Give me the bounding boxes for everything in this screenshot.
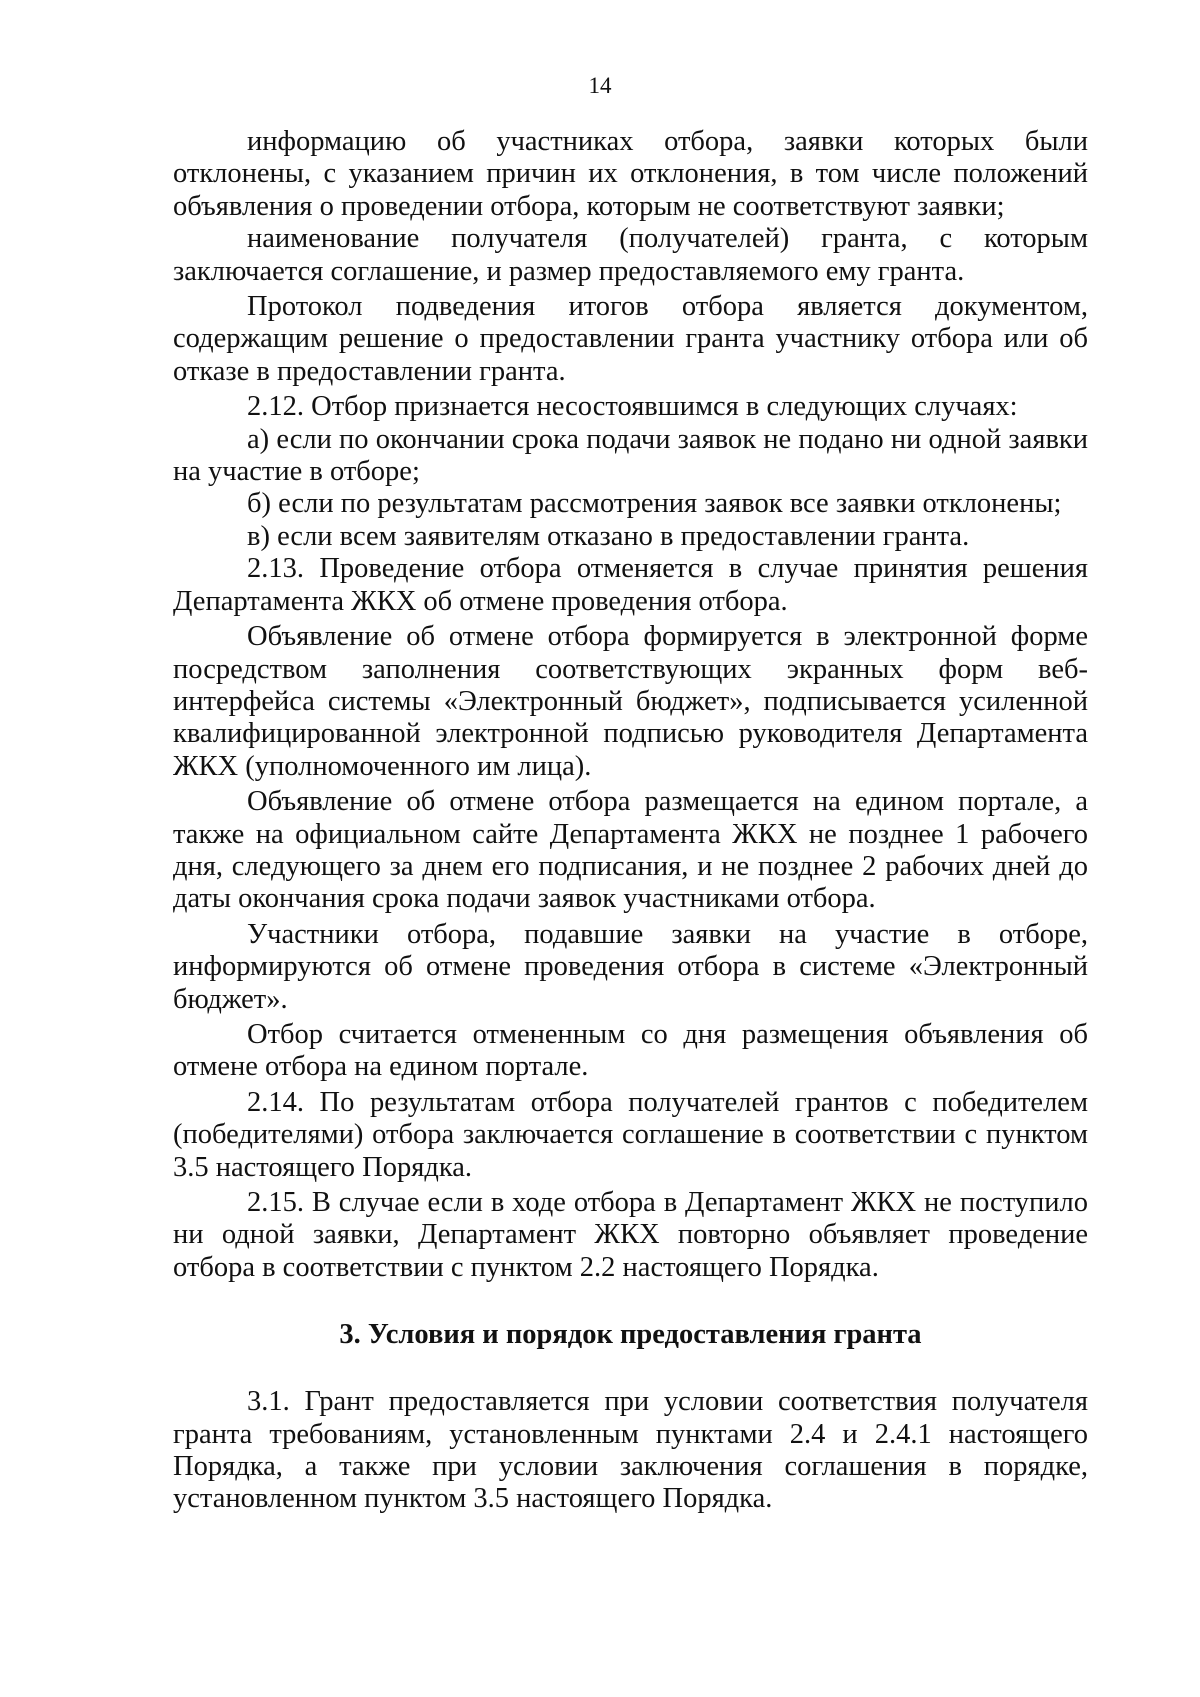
paragraph: 3.1. Грант предоставляется при условии соответствия получателя гранта требованиям, установленным пунктами 2.4 и 2.4.1 настоящего Порядка, а также при условии заключения соглашения в порядке, установленном пунктом 3.5 настоящего Порядка.: [173, 1386, 1088, 1515]
paragraph: наименование получателя (получателей) гранта, с которым заключается соглашение, и размер предоставляемого ему гранта.: [173, 223, 1088, 287]
paragraph: Отбор считается отмененным со дня размещения объявления об отмене отбора на едином портале.: [173, 1018, 1088, 1083]
paragraph: Участники отбора, подавшие заявки на участие в отборе, информируются об отмене проведения отбора в системе «Электронный бюджет».: [173, 918, 1088, 1015]
paragraph: информацию об участниках отбора, заявки которых были отклонены, с указанием причин их отклонения, в том числе положений объявления о проведении отбора, которым не соответствуют заявки;: [173, 126, 1088, 222]
paragraph: 2.15. В случае если в ходе отбора в Департамент ЖКХ не поступило ни одной заявки, Департамент ЖКХ повторно объявляет проведение отбора в соответствии с пунктом 2.2 настоящего Порядка.: [173, 1187, 1088, 1283]
paragraph: 2.12. Отбор признается несостоявшимся в следующих случаях:: [247, 391, 1018, 423]
paragraph: 2.13. Проведение отбора отменяется в случае принятия решения Департамента ЖКХ об отмене проведения отбора.: [173, 553, 1088, 617]
paragraph: Протокол подведения итогов отбора является документом, содержащим решение о предоставлении гранта участнику отбора или об отказе в предоставлении гранта.: [173, 291, 1088, 387]
paragraph: Объявление об отмене отбора размещается на едином портале, а также на официальном сайте Департамента ЖКХ не позднее 1 рабочего дня, следующего за днем его подписания, и не позднее 2 рабочих дней до даты окончания срока подачи заявок участниками отбора.: [173, 786, 1088, 915]
paragraph: Объявление об отмене отбора формируется в электронной форме посредством заполнения соответствующих экранных форм веб-интерфейса системы «Электронный бюджет», подписывается усиленной квалифицированной электронной подписью руководителя Департамента ЖКХ (уполномоченного им лица).: [173, 621, 1088, 782]
paragraph: а) если по окончании срока подачи заявок не подано ни одной заявки на участие в отборе;: [173, 423, 1088, 488]
paragraph: в) если всем заявителям отказано в предоставлении гранта.: [247, 520, 970, 552]
section-heading: 3. Условия и порядок предоставления гранта: [339, 1319, 922, 1351]
document-body: [173, 126, 1088, 1516]
paragraph: 2.14. По результатам отбора получателей грантов с победителем (победителями) отбора заключается соглашение в соответствии с пунктом 3.5 настоящего Порядка.: [173, 1086, 1088, 1183]
page-number: 14: [588, 73, 612, 98]
paragraph: б) если по результатам рассмотрения заявок все заявки отклонены;: [247, 488, 1062, 520]
